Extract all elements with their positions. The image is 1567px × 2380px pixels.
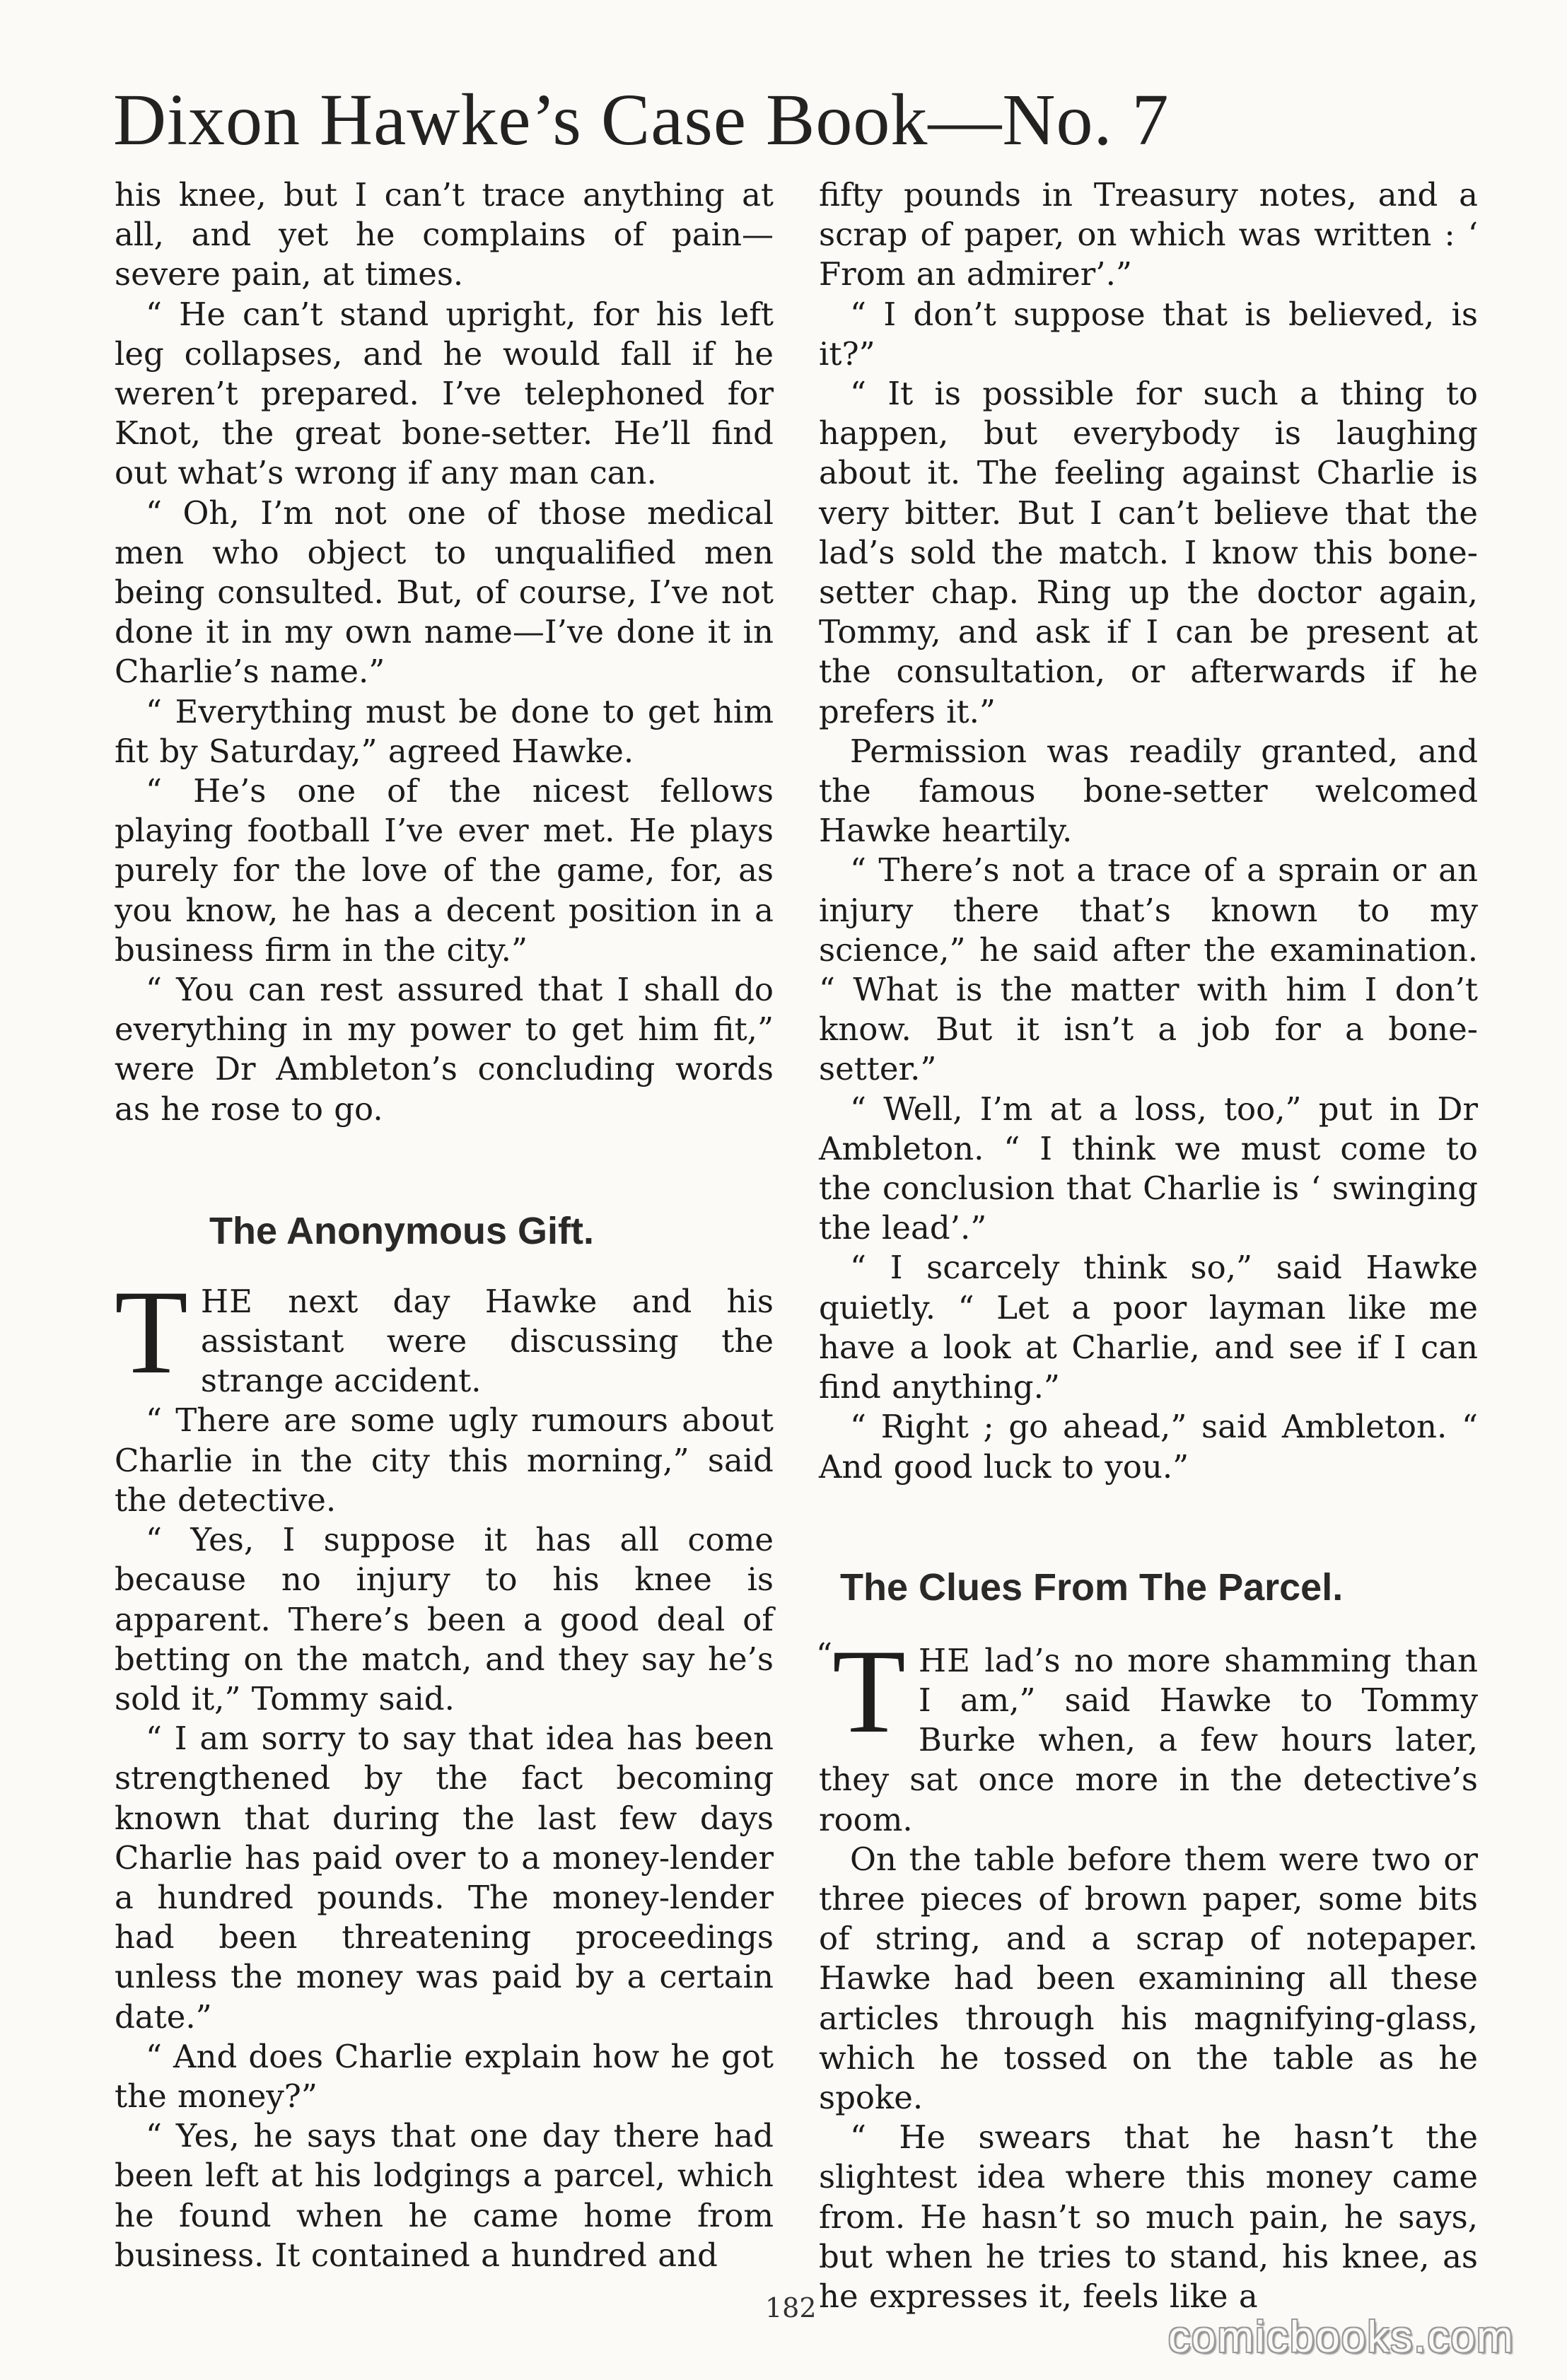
paragraph: “ It is possible for such a thing to happen, but everybody is laughing about it. The feeling against Charlie is very bitter. But I can’t believe that the lad’s sold the match. I know this bone-setter chap. Ring up the doctor again, Tommy, and ask if I can be present at the consultation, or afterwards if he prefers it.” <box>819 375 1478 730</box>
paragraph: “ Everything must be done to get him fit by Saturday,” agreed Hawke. <box>115 692 774 770</box>
paragraph-text: lad’s no more shamming than I am,” said Hawke to Tommy Burke when, a few hours later, they sat once more in the detective’s room. <box>819 1641 1478 1838</box>
paragraph: “ I scarcely think so,” said Hawke quietly. “ Let a poor layman like me have a look at Charlie, and see if I can find anything.” <box>819 1249 1478 1406</box>
watermark: comicbooks.com <box>1168 2313 1515 2362</box>
paragraph: “ You can rest assured that I shall do everything in my power to get him fit,” were Dr Ambleton’s concluding words as he rose to go. <box>115 971 774 1128</box>
paragraph: “ I am sorry to say that idea has been strengthened by the fact becoming known that during the last few days Charlie has paid over to a money-lender a hundred pounds. The money-lender had been threatening proceedings unless the money was paid by a certain date.” <box>115 1720 774 2036</box>
paragraph: fifty pounds in Treasury notes, and a scrap of paper, on which was written : ‘ From an admirer’.” <box>819 176 1478 293</box>
paragraph: “ Right ; go ahead,” said Ambleton. “ And good luck to you.” <box>819 1408 1478 1486</box>
paragraph: “ I don’t suppose that is believed, is it?” <box>819 295 1478 373</box>
left-column <box>115 175 774 2275</box>
paragraph-text: next day Hawke and his assistant were discussing the strange accident. <box>200 1282 774 1400</box>
lead-in-caps: HE <box>918 1641 971 1679</box>
right-column <box>816 175 1478 2316</box>
paragraph: his knee, but I can’t trace anything at all, and yet he complains of pain—severe pain, at times. <box>115 176 774 293</box>
paragraph: “ Well, I’m at a loss, too,” put in Dr Ambleton. “ I think we must come to the conclusion that Charlie is ‘ swinging the lead’.” <box>819 1090 1478 1247</box>
dropcap-paragraph <box>816 1624 1478 1840</box>
paragraph: “ Yes, he says that one day there had been left at his lodgings a parcel, which he found when he came home from business. It contained a hundred and <box>115 2117 774 2274</box>
page-title: Dixon Hawke’s Case Book—No. 7 <box>113 79 1170 161</box>
opening-quote: “ <box>816 1635 833 1674</box>
paragraph: “ He can’t stand upright, for his left leg collapses, and he would fall if he weren’t prepared. I’ve telephoned for Knot, the great bone-setter. He’ll find out what’s wrong if any man can. <box>115 295 774 492</box>
page-number: 182 <box>765 2292 817 2323</box>
paragraph: Permission was readily granted, and the famous bone-setter welcomed Hawke heartily. <box>819 732 1478 850</box>
drop-cap: T <box>832 1624 906 1758</box>
paragraph: On the table before them were two or three pieces of brown paper, some bits of string, and a scrap of notepaper. Hawke had been examining all these articles through his magnifying-glass, which he tossed on the table as he spoke. <box>819 1840 1478 2116</box>
lead-in-caps: HE <box>200 1282 253 1320</box>
dropcap-paragraph <box>115 1265 774 1401</box>
section-heading: The Anonymous Gift. <box>209 1209 594 1252</box>
paragraph: “ And does Charlie explain how he got the money?” <box>115 2037 774 2115</box>
paragraph: “ Yes, I suppose it has all come because no injury to his knee is apparent. There’s been a good deal of betting on the match, and they say he’s sold it,” Tommy said. <box>115 1521 774 1717</box>
paragraph: “ He swears that he hasn’t the slightest idea where this money came from. He hasn’t so much pain, he says, but when he tries to stand, his knee, as he expresses it, feels like a <box>819 2118 1478 2315</box>
section-heading: The Clues From The Parcel. <box>840 1565 1344 1609</box>
paragraph: “ He’s one of the nicest fellows playing football I’ve ever met. He plays purely for the love of the game, for, as you know, he has a decent position in a business firm in the city.” <box>115 772 774 969</box>
paragraph: “ There are some ugly rumours about Charlie in the city this morning,” said the detective. <box>115 1401 774 1519</box>
paragraph: “ Oh, I’m not one of those medical men who object to unqualified men being consulted. But, of course, I’ve not done it in my own name—I’ve done it in Charlie’s name.” <box>115 494 774 691</box>
paragraph: “ There’s not a trace of a sprain or an injury there that’s known to my science,” he said after the examination. “ What is the matter with him I don’t know. But it isn’t a job for a bone-setter.” <box>819 851 1478 1088</box>
drop-cap: T <box>115 1265 188 1399</box>
